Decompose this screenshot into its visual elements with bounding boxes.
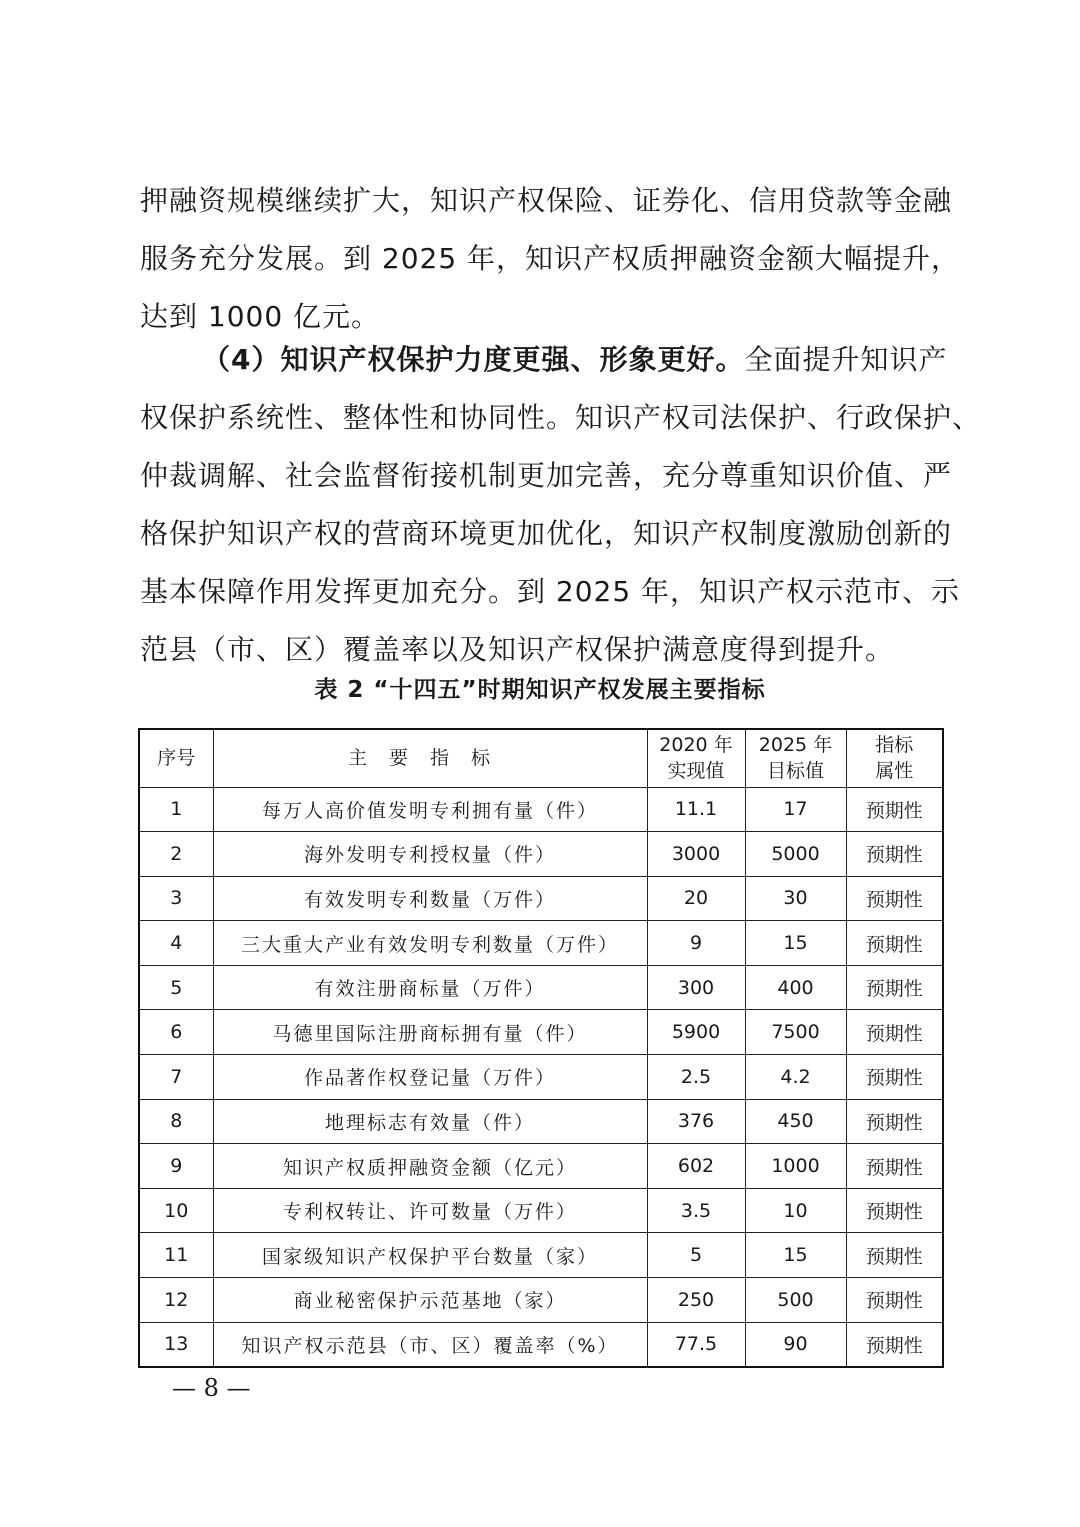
table-row bbox=[139, 787, 943, 832]
cell-2020-value: 5900 bbox=[647, 1010, 745, 1055]
header-seq: 序号 bbox=[139, 729, 213, 787]
cell-2025-target: 4.2 bbox=[745, 1055, 846, 1100]
header-attribute: 指标 属性 bbox=[846, 729, 943, 787]
cell-2020-value: 3000 bbox=[647, 832, 745, 877]
table-row bbox=[139, 1144, 943, 1189]
table-row bbox=[139, 1055, 943, 1100]
paragraph-line: 达到 1000 亿元。 bbox=[140, 300, 381, 333]
cell-attribute: 预期性 bbox=[846, 1144, 943, 1189]
cell-2025-target: 15 bbox=[745, 921, 846, 966]
cell-seq: 5 bbox=[139, 965, 213, 1010]
cell-seq: 12 bbox=[139, 1278, 213, 1323]
cell-attribute: 预期性 bbox=[846, 1010, 943, 1055]
cell-indicator: 商业秘密保护示范基地（家） bbox=[213, 1278, 647, 1323]
cell-indicator: 作品著作权登记量（万件） bbox=[213, 1055, 647, 1100]
cell-seq: 13 bbox=[139, 1322, 213, 1367]
cell-2025-target: 400 bbox=[745, 965, 846, 1010]
cell-attribute: 预期性 bbox=[846, 965, 943, 1010]
cell-2025-target: 90 bbox=[745, 1322, 846, 1367]
cell-seq: 4 bbox=[139, 921, 213, 966]
table-row bbox=[139, 1278, 943, 1323]
paragraph-line: 仲裁调解、社会监督衔接机制更加完善，充分尊重知识价值、严 bbox=[140, 459, 953, 492]
cell-indicator: 海外发明专利授权量（件） bbox=[213, 832, 647, 877]
cell-2020-value: 9 bbox=[647, 921, 745, 966]
body-paragraph-financing bbox=[140, 172, 961, 346]
cell-seq: 6 bbox=[139, 1010, 213, 1055]
header-indicator: 主要指标 bbox=[213, 729, 647, 787]
cell-seq: 9 bbox=[139, 1144, 213, 1189]
cell-attribute: 预期性 bbox=[846, 1322, 943, 1367]
paragraph-line: 格保护知识产权的营商环境更加优化，知识产权制度激励创新的 bbox=[140, 517, 953, 550]
cell-2020-value: 602 bbox=[647, 1144, 745, 1189]
cell-indicator: 知识产权示范县（市、区）覆盖率（%） bbox=[213, 1322, 647, 1367]
cell-2025-target: 1000 bbox=[745, 1144, 846, 1189]
table-row bbox=[139, 832, 943, 877]
paragraph-line: 押融资规模继续扩大，知识产权保险、证券化、信用贷款等金融 bbox=[140, 184, 953, 217]
cell-attribute: 预期性 bbox=[846, 1188, 943, 1233]
table-row bbox=[139, 1188, 943, 1233]
cell-2020-value: 5 bbox=[647, 1233, 745, 1278]
table-caption: 表 2 “十四五”时期知识产权发展主要指标 bbox=[314, 677, 766, 703]
cell-2025-target: 450 bbox=[745, 1099, 846, 1144]
cell-indicator: 马德里国际注册商标拥有量（件） bbox=[213, 1010, 647, 1055]
cell-indicator: 有效注册商标量（万件） bbox=[213, 965, 647, 1010]
cell-attribute: 预期性 bbox=[846, 787, 943, 832]
cell-seq: 1 bbox=[139, 787, 213, 832]
cell-indicator: 国家级知识产权保护平台数量（家） bbox=[213, 1233, 647, 1278]
table-row bbox=[139, 965, 943, 1010]
paragraph-first-line bbox=[140, 331, 948, 389]
cell-indicator: 三大重大产业有效发明专利数量（万件） bbox=[213, 921, 647, 966]
body-paragraph-protection bbox=[140, 331, 982, 679]
cell-2020-value: 376 bbox=[647, 1099, 745, 1144]
cell-attribute: 预期性 bbox=[846, 1055, 943, 1100]
cell-2020-value: 300 bbox=[647, 965, 745, 1010]
table-header-row bbox=[139, 729, 943, 787]
cell-indicator: 有效发明专利数量（万件） bbox=[213, 876, 647, 921]
page-number: — 8 — bbox=[172, 1374, 251, 1402]
paragraph-line-rest: 全面提升知识产 bbox=[744, 343, 948, 376]
table-row bbox=[139, 1233, 943, 1278]
cell-2025-target: 30 bbox=[745, 876, 846, 921]
table-row bbox=[139, 1099, 943, 1144]
cell-2020-value: 250 bbox=[647, 1278, 745, 1323]
cell-2020-value: 20 bbox=[647, 876, 745, 921]
cell-attribute: 预期性 bbox=[846, 1278, 943, 1323]
cell-2025-target: 17 bbox=[745, 787, 846, 832]
cell-seq: 11 bbox=[139, 1233, 213, 1278]
cell-2025-target: 500 bbox=[745, 1278, 846, 1323]
cell-indicator: 每万人高价值发明专利拥有量（件） bbox=[213, 787, 647, 832]
cell-2025-target: 5000 bbox=[745, 832, 846, 877]
cell-attribute: 预期性 bbox=[846, 921, 943, 966]
paragraph-line: 权保护系统性、整体性和协同性。知识产权司法保护、行政保护、 bbox=[140, 401, 982, 434]
cell-attribute: 预期性 bbox=[846, 1233, 943, 1278]
table-row bbox=[139, 1322, 943, 1367]
cell-2020-value: 11.1 bbox=[647, 787, 745, 832]
cell-indicator: 地理标志有效量（件） bbox=[213, 1099, 647, 1144]
cell-indicator: 知识产权质押融资金额（亿元） bbox=[213, 1144, 647, 1189]
cell-2025-target: 7500 bbox=[745, 1010, 846, 1055]
cell-2020-value: 3.5 bbox=[647, 1188, 745, 1233]
cell-2025-target: 15 bbox=[745, 1233, 846, 1278]
header-2025: 2025 年 目标值 bbox=[745, 729, 846, 787]
table-row bbox=[139, 1010, 943, 1055]
cell-attribute: 预期性 bbox=[846, 876, 943, 921]
paragraph-line: 范县（市、区）覆盖率以及知识产权保护满意度得到提升。 bbox=[140, 633, 895, 666]
cell-2025-target: 10 bbox=[745, 1188, 846, 1233]
cell-indicator: 专利权转让、许可数量（万件） bbox=[213, 1188, 647, 1233]
table-row bbox=[139, 921, 943, 966]
header-2020: 2020 年 实现值 bbox=[647, 729, 745, 787]
section-heading: （4）知识产权保护力度更强、形象更好。 bbox=[202, 343, 745, 376]
indicators-table bbox=[138, 728, 944, 1368]
paragraph-line: 服务充分发展。到 2025 年，知识产权质押融资金额大幅提升， bbox=[140, 242, 961, 275]
cell-seq: 10 bbox=[139, 1188, 213, 1233]
cell-2020-value: 77.5 bbox=[647, 1322, 745, 1367]
cell-2020-value: 2.5 bbox=[647, 1055, 745, 1100]
paragraph-line: 基本保障作用发挥更加充分。到 2025 年，知识产权示范市、示 bbox=[140, 575, 961, 608]
cell-seq: 3 bbox=[139, 876, 213, 921]
cell-seq: 7 bbox=[139, 1055, 213, 1100]
cell-seq: 8 bbox=[139, 1099, 213, 1144]
cell-attribute: 预期性 bbox=[846, 832, 943, 877]
table-row bbox=[139, 876, 943, 921]
cell-seq: 2 bbox=[139, 832, 213, 877]
cell-attribute: 预期性 bbox=[846, 1099, 943, 1144]
